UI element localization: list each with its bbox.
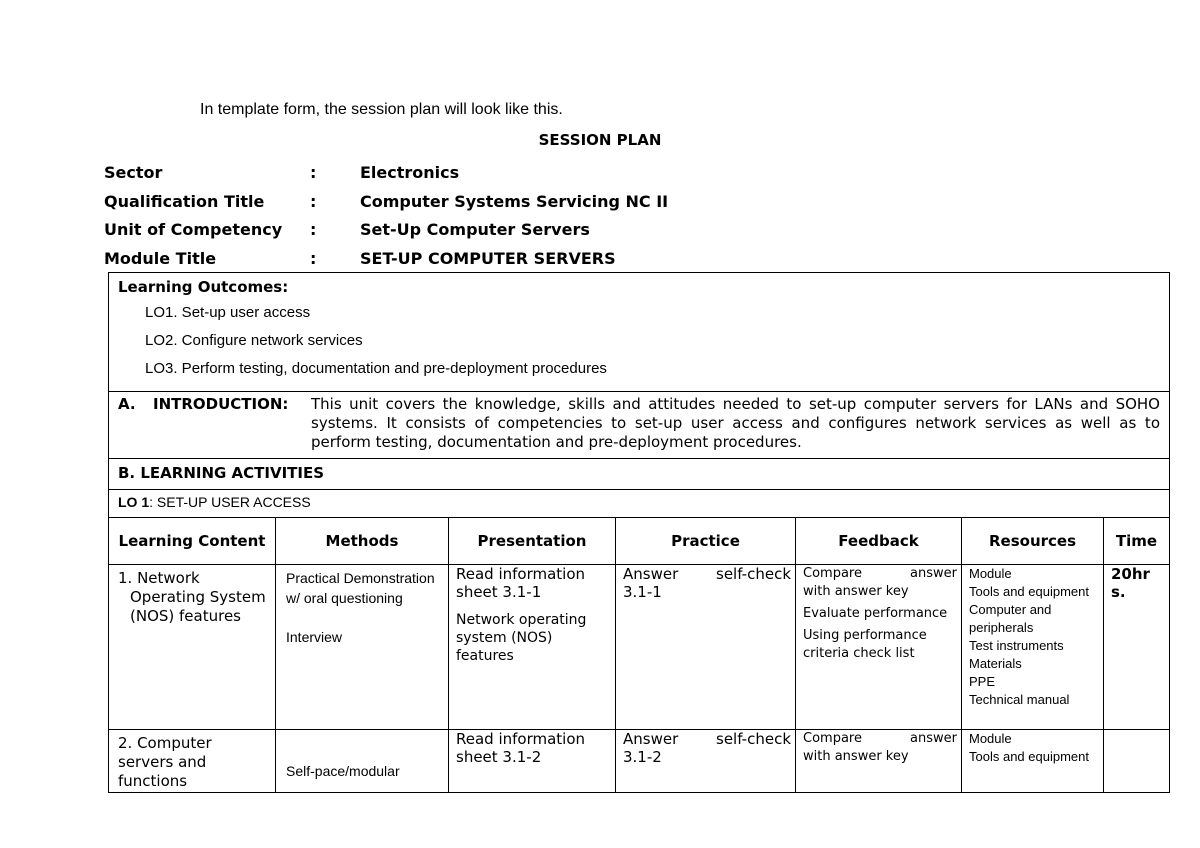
meta-value: Electronics	[360, 162, 460, 182]
methods-cell	[276, 565, 449, 730]
lo1-prefix: LO 1	[118, 494, 150, 510]
column-header-row	[109, 518, 1170, 565]
meta-colon: :	[310, 162, 317, 182]
learning-content-text: 2. Computer servers and functions	[118, 734, 212, 790]
presentation-text: Read information sheet 3.1-2	[456, 730, 586, 766]
method-item: Practical Demonstration w/ oral questioning	[286, 570, 435, 606]
resource-item: Computer and peripherals	[969, 602, 1052, 635]
meta-colon: :	[310, 220, 317, 240]
resource-item: Technical manual	[969, 692, 1070, 707]
feedback-item: Evaluate performance	[803, 606, 948, 621]
learning-activities-row	[109, 459, 1170, 490]
introduction-text: This unit covers the knowledge, skills and attitudes needed to set-up computer servers for LANs and SOHO systems. It consists of competencies to set-up user access and configures network services as well as to perform testing, documentation and pre-deployment procedures.	[311, 395, 1160, 451]
meta-label: Unit of Competency	[104, 220, 283, 240]
method-item: Interview	[286, 629, 343, 645]
feedback-text-cont: with answer key	[803, 749, 909, 764]
column-header-learning-content: Learning Content	[109, 518, 276, 565]
introduction-heading: INTRODUCTION:	[153, 395, 289, 413]
introduction-cell	[109, 392, 1170, 459]
learning-outcomes-heading: Learning Outcomes:	[118, 278, 289, 296]
meta-value: Set-Up Computer Servers	[360, 220, 590, 240]
presentation-cell	[449, 730, 616, 793]
practice-text: Answer self-check	[623, 730, 791, 748]
meta-row-unit	[104, 215, 668, 244]
intro-sentence: In template form, the session plan will look like this.	[200, 101, 563, 118]
column-header-methods: Methods	[276, 518, 449, 565]
meta-row-module	[104, 244, 668, 273]
column-header-time: Time	[1104, 518, 1170, 565]
meta-label: Sector	[104, 162, 163, 182]
meta-value: Computer Systems Servicing NC II	[360, 191, 669, 211]
learning-outcome-item: LO2. Configure network services	[145, 332, 363, 349]
resources-cell	[962, 730, 1104, 793]
lo1-heading	[109, 490, 1170, 518]
lo1-row	[109, 490, 1170, 518]
lo1-text: : SET-UP USER ACCESS	[149, 494, 311, 510]
feedback-cell	[796, 730, 962, 793]
resources-cell	[962, 565, 1104, 730]
table-row	[109, 730, 1170, 793]
meta-row-sector	[104, 158, 668, 187]
presentation-cell	[449, 565, 616, 730]
practice-text: Answer self-check	[623, 565, 791, 583]
meta-value: SET-UP COMPUTER SERVERS	[360, 248, 616, 268]
learning-content-cell	[109, 730, 276, 793]
time-cell: 20hr s.	[1104, 565, 1170, 730]
feedback-text: Compare answer	[803, 731, 957, 746]
resource-item: Module	[969, 566, 1012, 581]
learning-outcome-item: LO1. Set-up user access	[145, 304, 311, 321]
meta-label: Module Title	[104, 248, 217, 268]
introduction-row	[109, 392, 1170, 459]
learning-content-text: 1. Network Operating System (NOS) features	[118, 569, 266, 625]
introduction-letter: A.	[118, 395, 136, 413]
resource-item: Tools and equipment	[969, 749, 1089, 764]
column-header-feedback: Feedback	[796, 518, 962, 565]
page-title: SESSION PLAN	[538, 131, 662, 149]
table-row	[109, 565, 1170, 730]
learning-outcomes-row	[109, 273, 1170, 392]
learning-outcome-item: LO3. Perform testing, documentation and pre-deployment procedures	[145, 360, 607, 377]
practice-text-cont: 3.1-2	[623, 748, 662, 766]
column-header-resources: Resources	[962, 518, 1104, 565]
session-meta	[104, 158, 668, 273]
column-header-practice: Practice	[616, 518, 796, 565]
learning-activities-heading: B. LEARNING ACTIVITIES	[109, 459, 1170, 490]
feedback-text: Compare answer	[803, 566, 957, 581]
time-cell	[1104, 730, 1170, 793]
method-item: Self-pace/modular	[286, 762, 400, 779]
resource-item: Test instruments	[969, 638, 1064, 653]
resource-item: Module	[969, 731, 1012, 746]
learning-content-cell	[109, 565, 276, 730]
feedback-item: Using performance criteria check list	[803, 628, 927, 661]
presentation-subtopic: Network operating system (NOS) features	[456, 612, 587, 664]
practice-cell	[616, 565, 796, 730]
feedback-cell	[796, 565, 962, 730]
learning-outcomes-cell	[109, 273, 1170, 392]
methods-cell	[276, 730, 449, 793]
resource-item: PPE	[969, 674, 996, 689]
meta-label: Qualification Title	[104, 191, 265, 211]
feedback-text-cont: with answer key	[803, 584, 909, 599]
practice-text-cont: 3.1-1	[623, 583, 662, 601]
column-header-presentation: Presentation	[449, 518, 616, 565]
resource-item: Materials	[969, 656, 1022, 671]
meta-row-qualification	[104, 187, 668, 216]
meta-colon: :	[310, 248, 317, 268]
practice-cell	[616, 730, 796, 793]
resource-item: Tools and equipment	[969, 584, 1089, 599]
introduction-label	[118, 395, 311, 452]
session-plan-table	[108, 272, 1170, 793]
presentation-text: Read information sheet 3.1-1	[456, 565, 586, 601]
meta-colon: :	[310, 191, 317, 211]
